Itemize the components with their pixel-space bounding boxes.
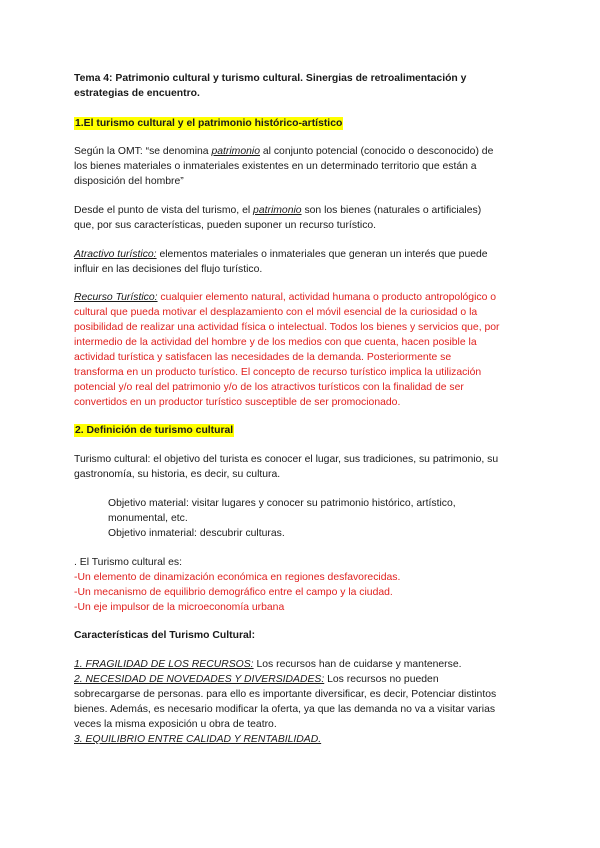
paragraph-line: que, por sus características, pueden suponer un recurso turístico. [74,220,377,231]
title-line: Tema 4: Patrimonio cultural y turismo cultural. Sinergias de retroalimentación y [74,73,467,84]
objective-line: Objetivo inmaterial: descubrir culturas. [108,528,285,539]
paragraph-line: Turismo cultural: el objetivo del turista es conocer el lugar, sus tradiciones, su patrimonio, su [74,454,499,465]
tourism-viewpoint-paragraph: Desde el punto de vista del turismo, el patrimonio son los bienes (naturales o artificiales) que, por sus características, pueden suponer un recurso turístico. [74,205,482,231]
cultural-tourism-definition [74,452,498,482]
paragraph-line: influir en las decisiones del flujo turístico. [74,264,263,275]
characteristics-list [74,657,496,747]
objectives-block [108,496,456,541]
paragraph-line: gastronomía, su historia, es decir, su cultura. [74,469,281,480]
omt-definition: Según la OMT: “se denomina patrimonio al conjunto potencial (conocido o desconocido) de los bienes materiales o inmateriales existentes en un determinado territorio que están a disposición del hombre” [74,146,494,187]
title-line: estrategias de encuentro. [74,88,200,99]
paragraph-line: actividad turística y satisfacen las necesidades de la demanda. Posteriormente se [74,352,452,363]
paragraph-line: bienes. Además, es necesario modificar la oferta, ya que las demanda no va a visitar varias [74,704,496,715]
section-heading-2 [74,423,234,438]
objective-line: monumental, etc. [108,513,188,524]
paragraph-line: sobrecargarse de personas. para ello es importante diversificar, es decir, Potenciar distintos [74,689,497,700]
list-item: -Un elemento de dinamización económica en regiones desfavorecidas. [74,572,401,583]
list-item: -Un mecanismo de equilibrio demográfico entre el campo y la ciudad. [74,587,393,598]
paragraph-line: posibilidad de realizar una actividad física o intelectual. Todos los bienes y servicios que, por [74,322,500,333]
section-heading-1 [74,116,343,131]
objective-line: Objetivo material: visitar lugares y conocer su patrimonio histórico, artístico, [108,498,456,509]
paragraph-line: transforma en un producto turístico. El concepto de recurso turístico implica la utilización [74,367,482,378]
resource-definition: Recurso Turístico: cualquier elemento natural, actividad humana o producto antropológico o cultural que pueda motivar el desplazamiento con el móvil esencial de la curiosidad o la posibilidad de realizar una actividad física o intelectual. Todos los bienes y servicios que, por intermedio de la actividad del hombre y de los medios con que cuenta, hacen posible la actividad turística y satisfacen las necesidades de la demanda. Posteriormente se transforma en un producto turístico. El concepto de recurso turístico implica la utilización potencial y/o real del patrimonio y/o de los atractivos turísticos con la finalidad de ser convertidos en un productor turístico susceptible de ser promocionado. [74,292,500,408]
characteristic-item: 1. FRAGILIDAD DE LOS RECURSOS: Los recursos han de cuidarse y mantenerse. [74,659,462,670]
term-atractivo: Atractivo turístico: [74,249,157,260]
paragraph-line: veces la misma exposición u obra de teatro. [74,719,277,730]
highlighted-heading: 2. Definición de turismo cultural [75,425,234,436]
paragraph-line: potencial y/o real del patrimonio y/o de los atractivos turísticos con la finalidad de ser [74,382,464,393]
cultural-tourism-is-list [74,555,400,615]
highlighted-heading: 1.El turismo cultural y el patrimonio histórico-artístico [75,118,343,129]
characteristic-item [74,732,496,747]
term-patrimonio: patrimonio [253,205,302,216]
characteristics-heading: Características del Turismo Cultural: [74,630,256,641]
characteristic-term: 2. NECESIDAD DE NOVEDADES Y DIVERSIDADES: [74,674,325,685]
list-item: -Un eje impulsor de la microeconomía urbana [74,602,285,613]
characteristic-term: 1. FRAGILIDAD DE LOS RECURSOS: [74,659,254,670]
paragraph-line: intermedio de la actividad del hombre y de los medios con que cuenta, hacen posible la [74,337,477,348]
paragraph-line: cultural que pueda motivar el desplazamiento con el móvil esencial de la curiosidad o la [74,307,478,318]
paragraph-line: convertidos en un productor turístico susceptible de ser promocionado. [74,397,401,408]
term-patrimonio: patrimonio [211,146,260,157]
paragraph-line: los bienes materiales o inmateriales existentes en un determinado territorio que están a [74,161,477,172]
paragraph-line: disposición del hombre” [74,176,184,187]
attractive-definition: Atractivo turístico: elementos materiales o inmateriales que generan un interés que puede influir en las decisiones del flujo turístico. [74,249,488,275]
characteristic-term: 3. EQUILIBRIO ENTRE CALIDAD Y RENTABILIDAD. [74,734,322,745]
list-intro: . El Turismo cultural es: [74,557,182,568]
characteristic-item: 2. NECESIDAD DE NOVEDADES Y DIVERSIDADES: Los recursos no pueden [74,674,439,685]
document-title [74,71,466,101]
term-recurso: Recurso Turístico: [74,292,158,303]
